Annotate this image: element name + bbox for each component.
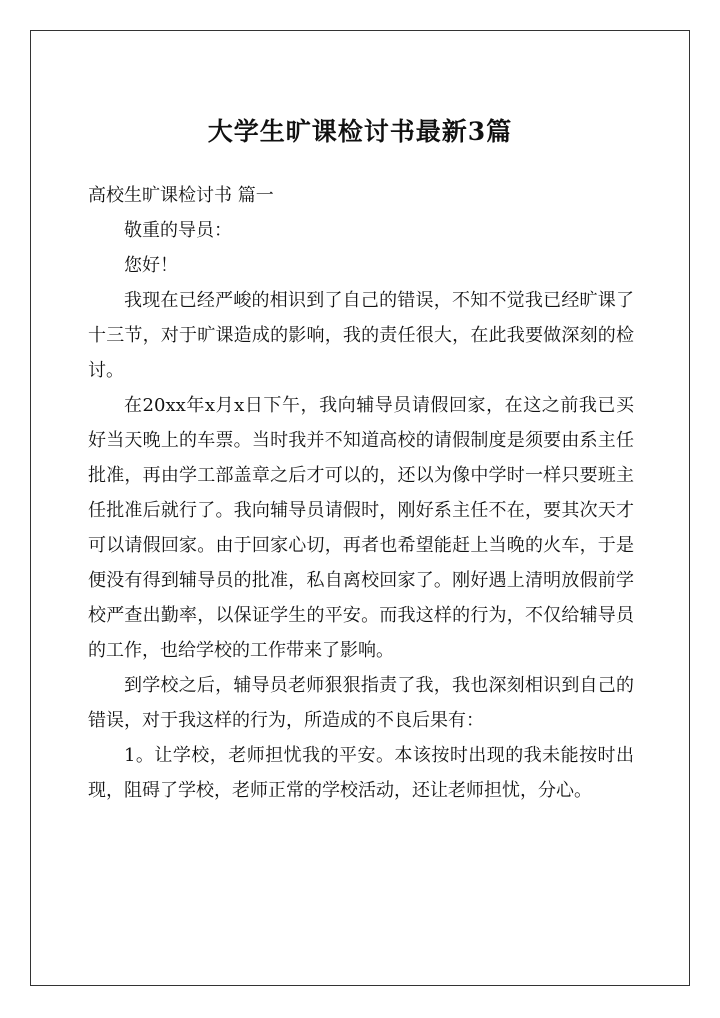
document-title: 大学生旷课检讨书最新3篇: [207, 117, 513, 146]
paragraph: 我现在已经严峻的相识到了自己的错误，不知不觉我已经旷课了十三节，对于旷课造成的影响，我的责任很大，在此我要做深刻的检讨。: [88, 290, 634, 381]
paragraph: 1。让学校，老师担忧我的平安。本该按时出现的我未能按时出现，阻碍了学校，老师正常的学校活动，还让老师担忧，分心。: [88, 745, 634, 801]
greeting: 您好！: [124, 255, 178, 276]
document-body: [88, 178, 634, 808]
paragraph: 在20xx年x月x日下午，我向辅导员请假回家，在这之前我已买好当天晚上的车票。当时我并不知道高校的请假制度是须要由系主任批准，再由学工部盖章之后才可以的，还以为像中学时一样只要班主任批准后就行了。我向辅导员请假时，刚好系主任不在，要其次天才可以请假回家。由于回家心切，再者也希望能赶上当晚的火车，于是便没有得到辅导员的批准，私自离校回家了。刚好遇上清明放假前学校严查出勤率，以保证学生的平安。而我这样的行为，不仅给辅导员的工作，也给学校的工作带来了影响。: [88, 395, 634, 661]
section-heading: 高校生旷课检讨书 篇一: [88, 185, 274, 206]
paragraph: 到学校之后，辅导员老师狠狠指责了我，我也深刻相识到自己的错误，对于我这样的行为，所造成的不良后果有：: [88, 675, 634, 731]
salutation: 敬重的导员：: [124, 220, 232, 241]
